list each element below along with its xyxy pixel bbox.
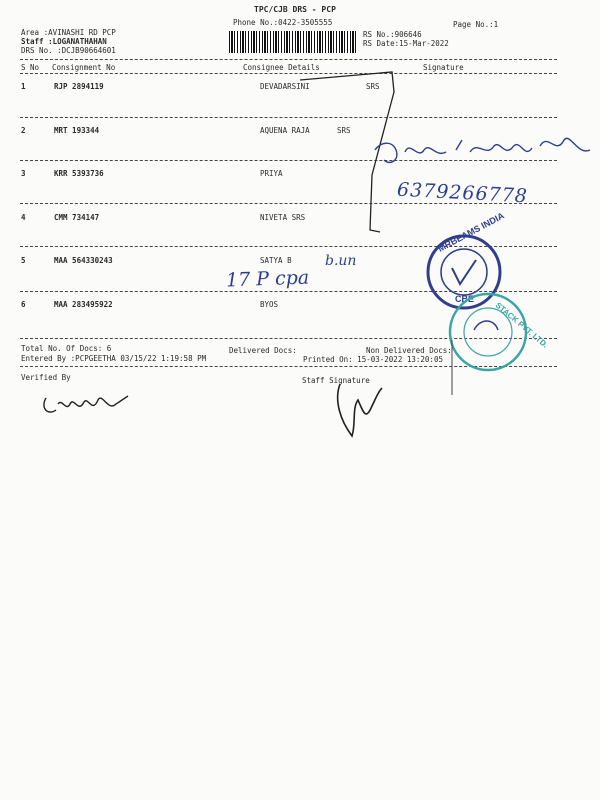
divider bbox=[20, 338, 557, 339]
row-consignee-extra: SRS bbox=[337, 126, 351, 135]
staff-label: Staff :LOGANATHAHAN bbox=[21, 37, 107, 46]
divider bbox=[20, 117, 557, 118]
teal-stamp bbox=[450, 294, 526, 370]
row-consignment: KRR 5393736 bbox=[54, 169, 104, 178]
row-consignee: SATYA B bbox=[260, 256, 292, 265]
divider bbox=[20, 160, 557, 161]
row-sno: 4 bbox=[21, 213, 26, 222]
row-sno: 3 bbox=[21, 169, 26, 178]
round-stamp-bottom-text: CBE bbox=[455, 294, 475, 304]
row-consignee: BYOS bbox=[260, 300, 279, 309]
non-delivered-docs: Non Delivered Docs: bbox=[366, 346, 452, 355]
staff-signature-label: Staff Signature bbox=[302, 376, 370, 385]
document-title: TPC/CJB DRS - PCP bbox=[254, 5, 336, 14]
row-consignee: AQUENA RAJA bbox=[260, 126, 310, 135]
teal-stamp-text: STACK PVT. LTD. bbox=[493, 300, 550, 350]
receiver-signature bbox=[375, 138, 590, 162]
divider bbox=[20, 291, 557, 292]
divider bbox=[20, 73, 557, 74]
handwritten-mark: b.un bbox=[325, 253, 357, 269]
delivered-docs: Delivered Docs: bbox=[229, 346, 297, 355]
staff-signature bbox=[338, 384, 382, 436]
divider bbox=[20, 366, 557, 367]
column-header-consignment: Consignment No bbox=[52, 63, 116, 72]
row-sno: 2 bbox=[21, 126, 26, 135]
row-consignee: PRIYA bbox=[260, 169, 283, 178]
row-sno: 5 bbox=[21, 256, 26, 265]
page-number: Page No.:1 bbox=[453, 20, 499, 29]
divider bbox=[20, 246, 557, 247]
entered-by: Entered By :PCPGEETHA 03/15/22 1:19:58 PM bbox=[21, 354, 207, 363]
row-consignee-extra: SRS bbox=[366, 82, 380, 91]
row-consignee: NIVETA SRS bbox=[260, 213, 306, 222]
row-consignment: MAA 564330243 bbox=[54, 256, 113, 265]
area-label: Area :AVINASHI RD PCP bbox=[21, 28, 116, 37]
row-consignment: CMM 734147 bbox=[54, 213, 100, 222]
round-stamp-text: MRBEAMS INDIA bbox=[436, 210, 506, 254]
drs-number: DRS No. :DCJB90664601 bbox=[21, 46, 116, 55]
hand-drawn-bracket bbox=[300, 72, 394, 232]
barcode bbox=[229, 31, 357, 53]
verified-by-signature bbox=[44, 396, 128, 412]
row-consignment: RJP 2894119 bbox=[54, 82, 104, 91]
divider bbox=[20, 59, 557, 60]
handwritten-phone: 6379266778 bbox=[396, 178, 529, 208]
row-consignment: MRT 193344 bbox=[54, 126, 100, 135]
printed-on: Printed On: 15-03-2022 13:20:05 bbox=[303, 355, 443, 364]
column-header-consignee: Consignee Details bbox=[243, 63, 320, 72]
row-sno: 6 bbox=[21, 300, 26, 309]
phone-number: Phone No.:0422-3505555 bbox=[233, 18, 333, 27]
handwritten-note: 17 P cpa bbox=[225, 266, 310, 292]
row-consignee: DEVADARSINI bbox=[260, 82, 310, 91]
row-consignment: MAA 283495922 bbox=[54, 300, 113, 309]
rs-date: RS Date:15-Mar-2022 bbox=[363, 39, 449, 48]
row-sno: 1 bbox=[21, 82, 26, 91]
verified-by-label: Verified By bbox=[21, 373, 71, 382]
total-docs: Total No. Of Docs: 6 bbox=[21, 344, 112, 353]
rs-number: RS No.:906646 bbox=[363, 30, 422, 39]
column-header-signature: Signature bbox=[423, 63, 464, 72]
column-header-sno: S No bbox=[21, 63, 40, 72]
